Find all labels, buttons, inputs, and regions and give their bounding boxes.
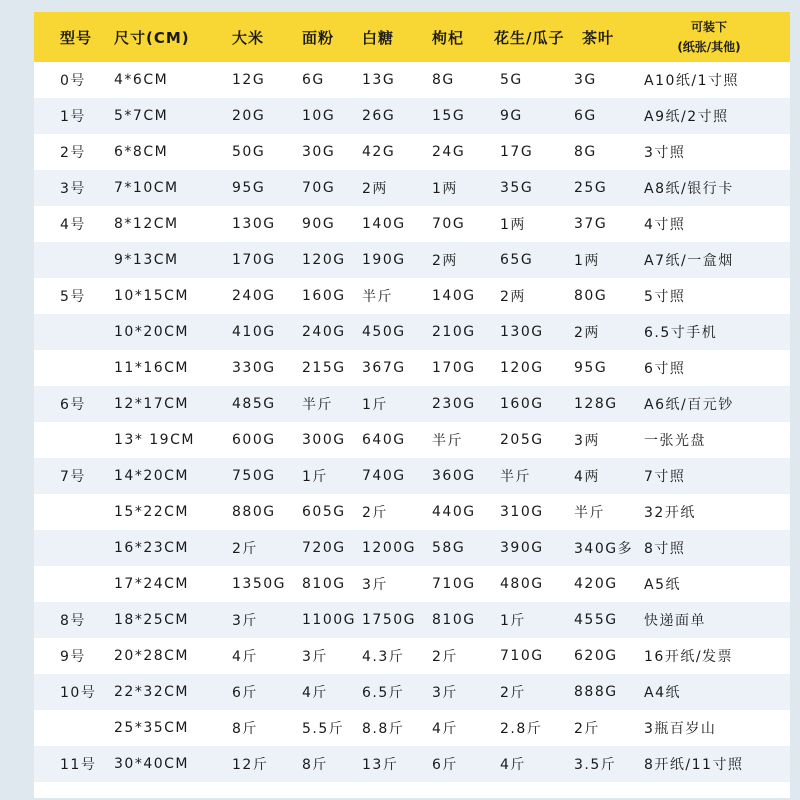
cell-size: 10*20CM <box>114 324 189 340</box>
cell-fits: A9纸/2寸照 <box>644 109 729 125</box>
cell-fits: 16开纸/发票 <box>644 649 734 665</box>
cell-goji: 230G <box>432 396 476 412</box>
table-row <box>34 98 790 134</box>
cell-size: 20*28CM <box>114 648 189 664</box>
table-row <box>34 242 790 278</box>
cell-flour: 30G <box>302 144 336 160</box>
cell-model: 0号 <box>60 73 86 89</box>
cell-sugar: 2两 <box>362 181 388 197</box>
table-row <box>34 170 790 206</box>
cell-goji: 2斤 <box>432 649 458 665</box>
cell-flour: 5.5斤 <box>302 721 345 737</box>
table-row <box>34 278 790 314</box>
cell-flour: 215G <box>302 360 346 376</box>
cell-size: 13* 19CM <box>114 432 195 448</box>
cell-fits: 32开纸 <box>644 505 696 521</box>
cell-fits: 快递面单 <box>644 613 706 629</box>
table-row <box>34 494 790 530</box>
cell-rice: 6斤 <box>232 685 258 701</box>
cell-fits: 8开纸/11寸照 <box>644 757 744 773</box>
cell-flour: 120G <box>302 252 346 268</box>
table-row <box>34 746 790 782</box>
cell-peanut: 35G <box>500 180 534 196</box>
cell-model: 3号 <box>60 181 86 197</box>
cell-size: 6*8CM <box>114 144 169 160</box>
cell-sugar: 140G <box>362 216 406 232</box>
table-row <box>34 350 790 386</box>
cell-tea: 2斤 <box>574 721 600 737</box>
cell-sugar: 740G <box>362 468 406 484</box>
table-row <box>34 458 790 494</box>
header-fits-line1: 可装下 <box>690 20 727 34</box>
cell-rice: 750G <box>232 468 276 484</box>
table-row <box>34 566 790 602</box>
cell-rice: 410G <box>232 324 276 340</box>
table-row <box>34 386 790 422</box>
cell-flour: 300G <box>302 432 346 448</box>
cell-tea: 80G <box>574 288 608 304</box>
cell-peanut: 2两 <box>500 289 526 305</box>
table-row <box>34 206 790 242</box>
table-row <box>34 638 790 674</box>
cell-tea: 37G <box>574 216 608 232</box>
cell-size: 7*10CM <box>114 180 179 196</box>
header-sugar: 白糖 <box>362 28 395 47</box>
cell-size: 12*17CM <box>114 396 189 412</box>
cell-size: 22*32CM <box>114 684 189 700</box>
table-row <box>34 422 790 458</box>
cell-rice: 12斤 <box>232 757 269 773</box>
cell-peanut: 4斤 <box>500 757 526 773</box>
cell-model: 5号 <box>60 289 86 305</box>
cell-flour: 90G <box>302 216 336 232</box>
cell-flour: 240G <box>302 324 346 340</box>
cell-sugar: 26G <box>362 108 396 124</box>
cell-goji: 15G <box>432 108 466 124</box>
cell-fits: A7纸/一盒烟 <box>644 253 734 269</box>
cell-peanut: 480G <box>500 576 544 592</box>
cell-peanut: 5G <box>500 72 523 88</box>
cell-tea: 420G <box>574 576 618 592</box>
cell-tea: 8G <box>574 144 597 160</box>
cell-tea: 3.5斤 <box>574 757 617 773</box>
cell-sugar: 2斤 <box>362 505 388 521</box>
cell-fits: A6纸/百元钞 <box>644 397 734 413</box>
cell-sugar: 1750G <box>362 612 416 628</box>
cell-size: 18*25CM <box>114 612 189 628</box>
cell-flour: 半斤 <box>302 397 333 413</box>
header-fits-line2: (纸张/其他) <box>677 40 741 54</box>
cell-sugar: 42G <box>362 144 396 160</box>
cell-rice: 3斤 <box>232 613 258 629</box>
cell-size: 16*23CM <box>114 540 189 556</box>
cell-tea: 4两 <box>574 469 600 485</box>
cell-flour: 1斤 <box>302 469 328 485</box>
cell-goji: 140G <box>432 288 476 304</box>
cell-flour: 720G <box>302 540 346 556</box>
cell-flour: 810G <box>302 576 346 592</box>
header-goji: 枸杞 <box>432 28 465 47</box>
cell-rice: 8斤 <box>232 721 258 737</box>
cell-goji: 440G <box>432 504 476 520</box>
table-row <box>34 674 790 710</box>
cell-size: 17*24CM <box>114 576 189 592</box>
cell-peanut: 205G <box>500 432 544 448</box>
table-row <box>34 530 790 566</box>
cell-model: 7号 <box>60 469 86 485</box>
cell-goji: 3斤 <box>432 685 458 701</box>
cell-tea: 25G <box>574 180 608 196</box>
cell-rice: 130G <box>232 216 276 232</box>
cell-rice: 880G <box>232 504 276 520</box>
cell-model: 6号 <box>60 397 86 413</box>
cell-goji: 半斤 <box>432 433 463 449</box>
cell-sugar: 1斤 <box>362 397 388 413</box>
cell-peanut: 17G <box>500 144 534 160</box>
cell-goji: 210G <box>432 324 476 340</box>
cell-flour: 605G <box>302 504 346 520</box>
cell-peanut: 半斤 <box>500 469 531 485</box>
cell-fits: A5纸 <box>644 577 681 593</box>
cell-flour: 3斤 <box>302 649 328 665</box>
cell-goji: 1两 <box>432 181 458 197</box>
cell-tea: 620G <box>574 648 618 664</box>
cell-peanut: 1两 <box>500 217 526 233</box>
cell-size: 5*7CM <box>114 108 169 124</box>
cell-tea: 半斤 <box>574 505 605 521</box>
cell-fits: 7寸照 <box>644 469 686 485</box>
cell-goji: 170G <box>432 360 476 376</box>
cell-tea: 3G <box>574 72 597 88</box>
cell-size: 25*35CM <box>114 720 189 736</box>
cell-goji: 2两 <box>432 253 458 269</box>
cell-sugar: 1200G <box>362 540 416 556</box>
cell-peanut: 2.8斤 <box>500 721 543 737</box>
table-row <box>34 134 790 170</box>
cell-model: 8号 <box>60 613 86 629</box>
cell-sugar: 4.3斤 <box>362 649 405 665</box>
cell-flour: 4斤 <box>302 685 328 701</box>
cell-sugar: 367G <box>362 360 406 376</box>
cell-fits: 4寸照 <box>644 217 686 233</box>
cell-tea: 888G <box>574 684 618 700</box>
cell-goji: 8G <box>432 72 455 88</box>
cell-sugar: 640G <box>362 432 406 448</box>
header-model: 型号 <box>60 28 93 47</box>
cell-rice: 95G <box>232 180 266 196</box>
cell-goji: 70G <box>432 216 466 232</box>
cell-rice: 330G <box>232 360 276 376</box>
cell-sugar: 8.8斤 <box>362 721 405 737</box>
cell-fits: A8纸/银行卡 <box>644 181 734 197</box>
cell-rice: 2斤 <box>232 541 258 557</box>
cell-peanut: 1斤 <box>500 613 526 629</box>
cell-model: 10号 <box>60 685 97 701</box>
cell-flour: 10G <box>302 108 336 124</box>
cell-tea: 6G <box>574 108 597 124</box>
cell-size: 30*40CM <box>114 756 189 772</box>
cell-peanut: 120G <box>500 360 544 376</box>
cell-fits: 8寸照 <box>644 541 686 557</box>
cell-rice: 600G <box>232 432 276 448</box>
cell-fits: 6.5寸手机 <box>644 325 718 341</box>
table-row <box>34 62 790 98</box>
cell-goji: 4斤 <box>432 721 458 737</box>
cell-peanut: 390G <box>500 540 544 556</box>
cell-sugar: 6.5斤 <box>362 685 405 701</box>
cell-size: 11*16CM <box>114 360 189 376</box>
cell-peanut: 310G <box>500 504 544 520</box>
cell-fits: A10纸/1寸照 <box>644 73 740 89</box>
cell-rice: 20G <box>232 108 266 124</box>
cell-fits: 3瓶百岁山 <box>644 721 717 737</box>
cell-model: 1号 <box>60 109 86 125</box>
cell-rice: 170G <box>232 252 276 268</box>
cell-peanut: 160G <box>500 396 544 412</box>
cell-tea: 340G多 <box>574 541 634 557</box>
cell-goji: 6斤 <box>432 757 458 773</box>
cell-peanut: 9G <box>500 108 523 124</box>
table-header <box>34 12 790 62</box>
cell-fits: 6寸照 <box>644 361 686 377</box>
cell-goji: 360G <box>432 468 476 484</box>
cell-goji: 24G <box>432 144 466 160</box>
cell-model: 9号 <box>60 649 86 665</box>
cell-rice: 1350G <box>232 576 286 592</box>
size-table-sheet <box>34 12 790 798</box>
cell-size: 9*13CM <box>114 252 179 268</box>
cell-fits: 3寸照 <box>644 145 686 161</box>
header-flour: 面粉 <box>302 28 335 47</box>
cell-sugar: 3斤 <box>362 577 388 593</box>
cell-rice: 50G <box>232 144 266 160</box>
cell-goji: 710G <box>432 576 476 592</box>
cell-sugar: 半斤 <box>362 289 393 305</box>
cell-flour: 160G <box>302 288 346 304</box>
cell-peanut: 2斤 <box>500 685 526 701</box>
cell-fits: 5寸照 <box>644 289 686 305</box>
cell-tea: 455G <box>574 612 618 628</box>
cell-flour: 1100G <box>302 612 356 628</box>
header-tea: 茶叶 <box>582 28 615 47</box>
cell-goji: 810G <box>432 612 476 628</box>
cell-flour: 8斤 <box>302 757 328 773</box>
cell-rice: 4斤 <box>232 649 258 665</box>
cell-size: 4*6CM <box>114 72 169 88</box>
cell-peanut: 710G <box>500 648 544 664</box>
cell-tea: 95G <box>574 360 608 376</box>
cell-tea: 128G <box>574 396 618 412</box>
table-row <box>34 710 790 746</box>
cell-peanut: 65G <box>500 252 534 268</box>
cell-goji: 58G <box>432 540 466 556</box>
cell-sugar: 13G <box>362 72 396 88</box>
header-size: 尺寸(CM) <box>114 28 190 47</box>
cell-model: 11号 <box>60 757 97 773</box>
cell-size: 14*20CM <box>114 468 189 484</box>
cell-tea: 2两 <box>574 325 600 341</box>
cell-flour: 6G <box>302 72 325 88</box>
cell-rice: 240G <box>232 288 276 304</box>
cell-model: 2号 <box>60 145 86 161</box>
table-row <box>34 314 790 350</box>
cell-size: 10*15CM <box>114 288 189 304</box>
cell-sugar: 450G <box>362 324 406 340</box>
cell-tea: 1两 <box>574 253 600 269</box>
cell-flour: 70G <box>302 180 336 196</box>
cell-size: 8*12CM <box>114 216 179 232</box>
header-fits <box>654 12 764 62</box>
cell-tea: 3两 <box>574 433 600 449</box>
table-row <box>34 602 790 638</box>
cell-sugar: 190G <box>362 252 406 268</box>
header-rice: 大米 <box>232 28 265 47</box>
cell-fits: A4纸 <box>644 685 681 701</box>
cell-rice: 12G <box>232 72 266 88</box>
cell-peanut: 130G <box>500 324 544 340</box>
cell-fits: 一张光盘 <box>644 433 706 449</box>
header-peanut: 花生/瓜子 <box>494 28 565 47</box>
cell-rice: 485G <box>232 396 276 412</box>
cell-sugar: 13斤 <box>362 757 399 773</box>
cell-model: 4号 <box>60 217 86 233</box>
cell-size: 15*22CM <box>114 504 189 520</box>
